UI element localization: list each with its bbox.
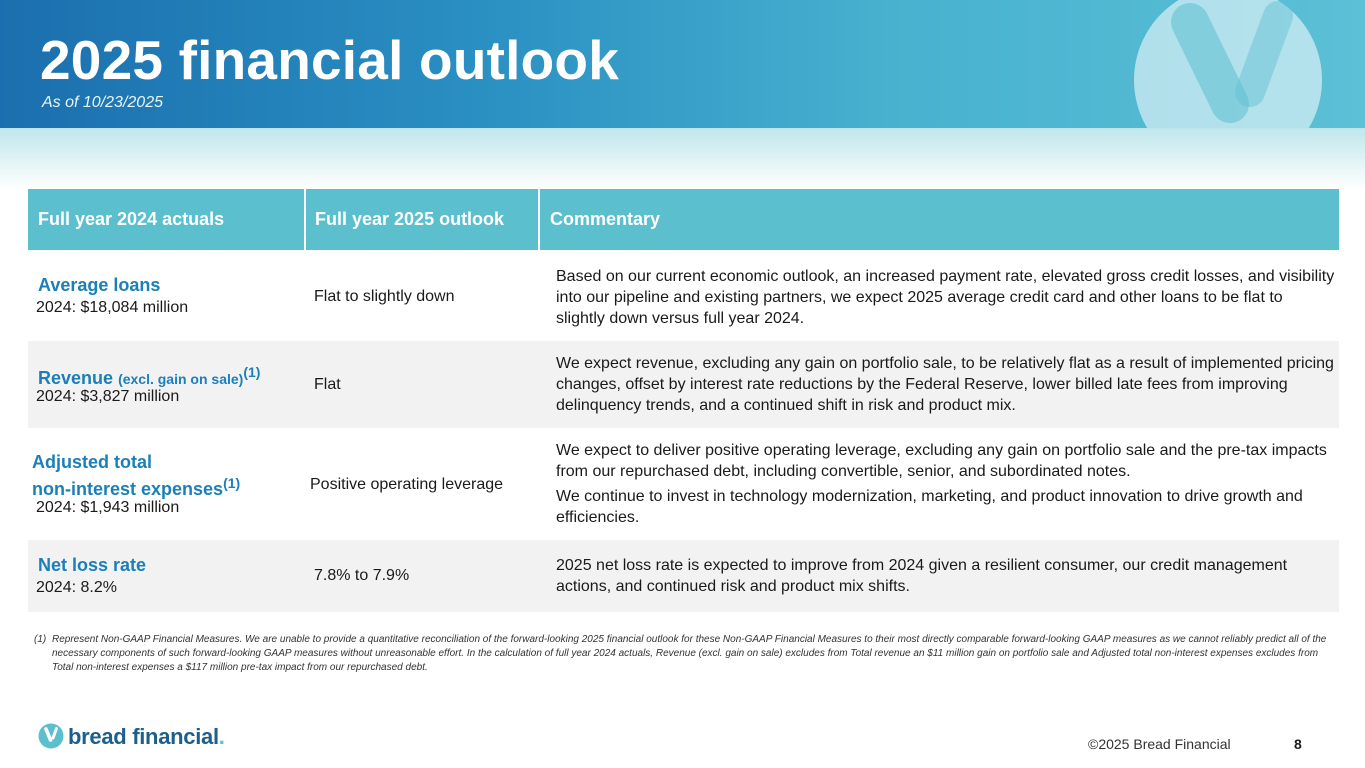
table-header	[28, 189, 1339, 250]
outlook-value: Flat	[314, 376, 341, 393]
footnote-text: Represent Non-GAAP Financial Measures. We are unable to provide a quantitative reconciliation of the forward-looking 2025 financial outlook for these Non-GAAP Financial Measures to their most directly comparable forward-looking GAAP measures as we cannot reliably predict all of the necessary components of such forward-looking GAAP measures without unreasonable effort. In the calculation of full year 2024 actuals, Revenue (excl. gain on sale) excludes from Total revenue an $11 million gain on portfolio sale and Adjusted total non-interest expenses excludes from Total non-interest expenses a $117 million pre-tax impact from our repurchased debt.	[52, 634, 1327, 673]
actual-prefix: 2024:	[36, 388, 77, 405]
commentary-paragraph: We continue to invest in technology modernization, marketing, and product innovation to drive growth and efficiencies.	[556, 488, 1303, 526]
actual-value: 8.2%	[80, 579, 117, 596]
page-subtitle: As of 10/23/2025	[42, 94, 163, 111]
metric-label: non-interest expenses	[32, 479, 224, 499]
table-row	[28, 250, 1339, 341]
metric-name-line1: Adjusted total	[32, 452, 152, 472]
actual-prefix: 2024:	[36, 499, 77, 516]
actual-value: $18,084 million	[80, 299, 189, 316]
page-number: 8	[1294, 736, 1302, 752]
metric-note: (excl. gain on sale)	[118, 371, 244, 387]
commentary	[556, 266, 1336, 329]
metric-name-line2	[32, 475, 240, 500]
copyright: ©2025 Bread Financial	[1088, 736, 1231, 752]
metric-name: Net loss rate	[38, 555, 147, 575]
table-row	[28, 540, 1339, 612]
commentary-paragraph: We expect revenue, excluding any gain on portfolio sale, to be relatively flat as a result of implemented pricing changes, offset by interest rate reductions by the Federal Reserve, lower billed late fees from improving delinquency trends, and a continued shift in risk and product mix.	[556, 355, 1334, 414]
commentary	[556, 353, 1336, 416]
metric-name	[38, 364, 260, 389]
metric-actual	[36, 579, 117, 597]
column-header-commentary: Commentary	[550, 209, 661, 229]
actual-value: $3,827 million	[80, 388, 180, 405]
table-row	[28, 428, 1339, 540]
metric-label: Revenue	[38, 368, 114, 388]
commentary	[556, 555, 1336, 597]
column-header-outlook: Full year 2025 outlook	[315, 209, 505, 229]
header-banner	[0, 0, 1365, 128]
actual-prefix: 2024:	[36, 579, 77, 596]
column-divider	[304, 189, 306, 250]
brand-name: bread financial.	[68, 724, 225, 749]
metric-actual	[36, 388, 179, 406]
actual-prefix: 2024:	[36, 299, 77, 316]
footnote	[34, 633, 1329, 675]
commentary-paragraph: Based on our current economic outlook, an increased payment rate, elevated gross credit losses, and visibility into our pipeline and existing partners, we expect 2025 average credit card and other loans to be flat to slightly down versus full year 2024.	[556, 268, 1335, 327]
commentary-paragraph: We expect to deliver positive operating leverage, excluding any gain on portfolio sale and the pre-tax impacts from our repurchased debt, including convertible, senior, and subordinated notes.	[556, 442, 1327, 480]
outlook-value: Positive operating leverage	[310, 476, 504, 493]
table-row	[28, 341, 1339, 428]
column-header-actuals: Full year 2024 actuals	[38, 209, 225, 229]
metric-actual	[36, 499, 179, 517]
footnote-ref: (1)	[223, 475, 241, 491]
page-title: 2025 financial outlook	[40, 29, 619, 91]
footnote-mark: (1)	[34, 634, 47, 645]
bread-logo-watermark-icon	[1128, 0, 1328, 128]
outlook-value: Flat to slightly down	[314, 288, 455, 305]
bread-logo-icon	[38, 723, 64, 749]
commentary-paragraph: 2025 net loss rate is expected to improve from 2024 given a resilient consumer, our credit management actions, and continued risk and product mix shifts.	[556, 557, 1288, 595]
footnote-ref: (1)	[243, 364, 261, 380]
metric-actual	[36, 299, 188, 317]
commentary	[556, 440, 1336, 528]
header-glow	[0, 128, 1365, 190]
metric-name: Average loans	[38, 275, 161, 295]
column-divider	[538, 189, 540, 250]
outlook-value: 7.8% to 7.9%	[314, 567, 410, 584]
actual-value: $1,943 million	[80, 499, 180, 516]
